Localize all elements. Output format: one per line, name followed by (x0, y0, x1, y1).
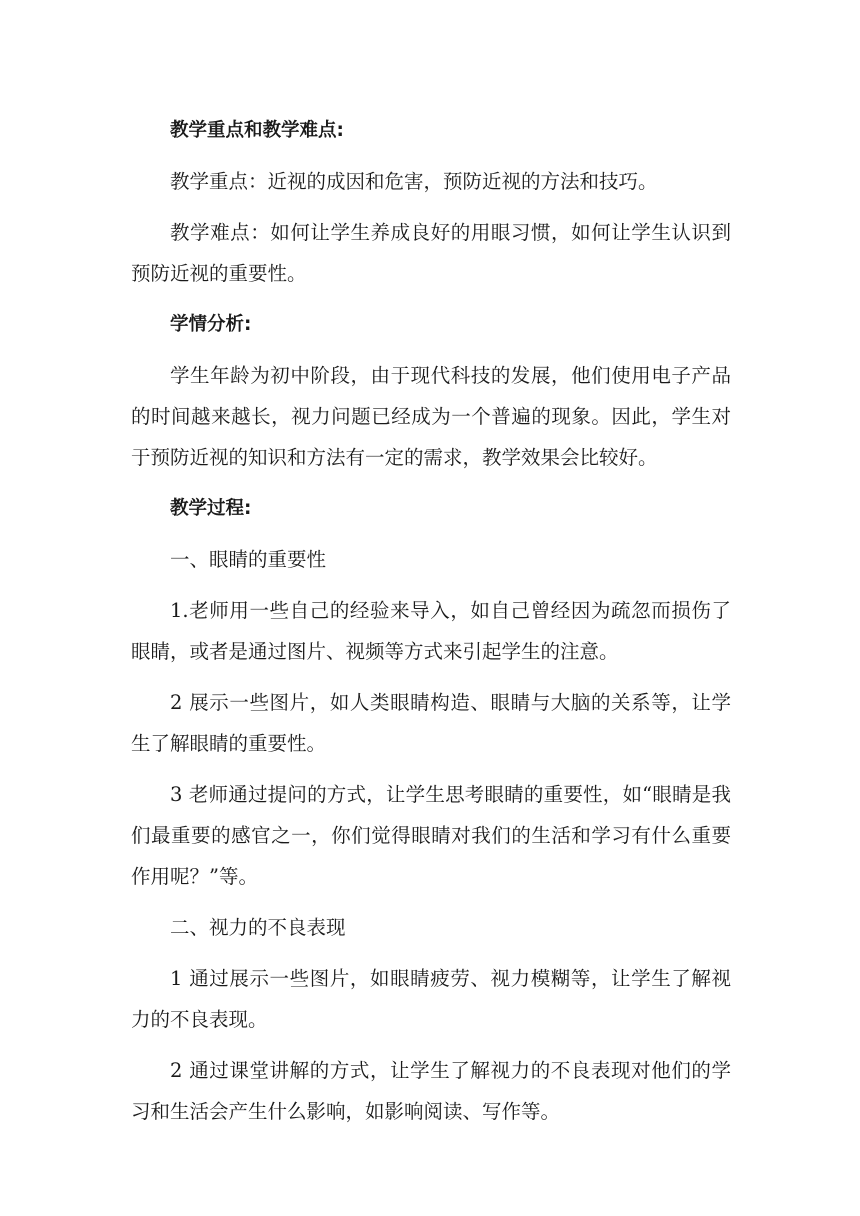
document-body (131, 110, 731, 1142)
section-heading-teaching-process: 教学过程: (170, 498, 252, 519)
section-heading-key-points: 教学重点和教学难点: (170, 120, 344, 141)
subsection-eye-importance: 一、眼睛的重要性 (170, 548, 327, 571)
subsection-poor-vision: 二、视力的不良表现 (170, 916, 346, 939)
list-item-paragraph: 3 老师通过提问的方式，让学生思考眼睛的重要性，如“眼睛是我们最重要的感官之一，你们觉得眼睛对我们的生活和学习有什么重要作用呢？”等。 (131, 783, 731, 888)
difficulty-paragraph: 教学难点：如何让学生养成良好的用眼习惯，如何让学生认识到预防近视的重要性。 (131, 221, 731, 285)
key-point-paragraph: 教学重点：近视的成因和危害，预防近视的方法和技巧。 (170, 170, 658, 193)
list-item-paragraph: 2 通过课堂讲解的方式，让学生了解视力的不良表现对他们的学习和生活会产生什么影响，如影响阅读、写作等。 (131, 1059, 731, 1123)
student-analysis-paragraph: 学生年龄为初中阶段，由于现代科技的发展，他们使用电子产品的时间越来越长，视力问题已经成为一个普遍的现象。因此，学生对于预防近视的知识和方法有一定的需求，教学效果会比较好。 (131, 364, 731, 469)
list-item-paragraph: 1.老师用一些自己的经验来导入，如自己曾经因为疏忽而损伤了眼睛，或者是通过图片、视频等方式来引起学生的注意。 (131, 599, 731, 663)
section-heading-student-analysis: 学情分析: (170, 314, 252, 335)
list-item-paragraph: 2 展示一些图片，如人类眼睛构造、眼睛与大脑的关系等，让学生了解眼睛的重要性。 (131, 691, 731, 755)
list-item-paragraph: 1 通过展示一些图片，如眼睛疲劳、视力模糊等，让学生了解视力的不良表现。 (131, 967, 731, 1031)
